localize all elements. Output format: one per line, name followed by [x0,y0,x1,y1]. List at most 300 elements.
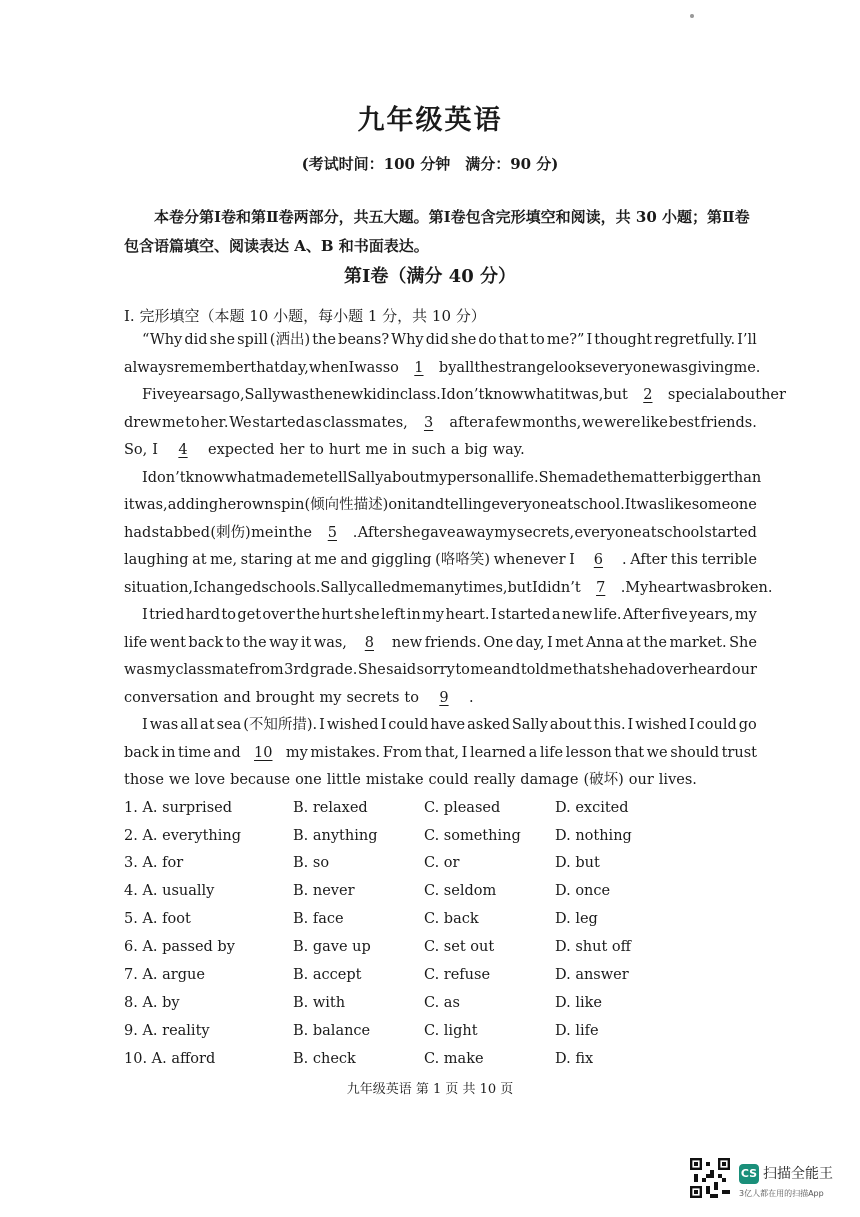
exam-instructions: 本卷分第Ⅰ卷和第Ⅱ卷两部分，共五大题。第Ⅰ卷包含完形填空和阅读，共 30 小题；第Ⅱ卷包含语篇填空、阅读表达 A、B 和书面表达。 [124,208,750,255]
word: told [520,662,550,678]
word: the [288,525,312,541]
option-choice: D. excited [555,800,629,816]
word: at [558,497,574,513]
word: about [383,470,426,486]
word: about [719,387,762,403]
word: heart. [445,607,490,623]
word: one [295,772,322,788]
word: at [296,552,311,568]
word: life. [593,607,622,623]
word: was [687,580,717,596]
word: so [382,360,399,376]
word: had [628,662,656,678]
word: trust [721,745,757,761]
option-row [124,1020,644,1042]
word: we [646,745,668,761]
word: life [539,745,564,761]
word: such [411,442,446,458]
word: her [279,442,305,458]
word: times, [462,580,508,596]
word: was [124,662,153,678]
word: called [356,580,401,596]
word: wished [635,717,687,733]
word: me?” [546,332,585,348]
word: ago, [213,387,245,403]
word: but [507,580,532,596]
word: kid [363,387,386,403]
blank-10: 10 [254,745,273,761]
word: 3rd [284,662,310,678]
word: laughing [124,552,189,568]
word: was, [570,387,604,403]
word: everyone [574,525,642,541]
option-row [124,908,644,930]
passage-line [124,769,757,791]
option-choice: C. seldom [424,883,497,899]
option-choice: C. set out [424,939,495,955]
word: . [622,552,627,568]
option-choice: B. never [293,883,355,899]
blank-7: 7 [596,580,606,596]
word: like [664,497,692,513]
option-choice: C. something [424,828,521,844]
word: me [301,470,324,486]
word: didn’t [537,580,581,596]
page-title: 九年级英语 [357,105,503,136]
word: all [180,717,199,733]
passage-line [124,412,757,434]
word: she [602,662,629,678]
option-choice: B. check [293,1051,356,1067]
word: and [417,497,445,513]
word: learned [469,745,526,761]
word: did [184,332,208,348]
exam-info: (考试时间：100 分钟 满分：90 分) [301,155,559,173]
word: started [497,607,551,623]
word: the [643,635,667,651]
word: Sally [320,580,357,596]
passage-line [124,329,757,351]
word: could [388,717,429,733]
option-choice: D. leg [555,911,598,927]
word: I [152,442,159,458]
blank-1: 1 [414,360,424,376]
word: I [142,470,148,486]
word: new [332,387,364,403]
word: a [485,415,495,431]
word: have [430,717,466,733]
option-choice: 10. A. afford [124,1051,216,1067]
passage-line [124,522,757,544]
word: everyone [491,497,559,513]
word: One [483,635,514,651]
passage-line [124,494,757,516]
word: market. [669,635,727,651]
word: it [300,635,312,651]
word: bigger [680,470,729,486]
word: what [224,470,262,486]
word: to [530,332,545,348]
option-choice: 8. A. by [124,995,180,1011]
option-choice: 4. A. usually [124,883,215,899]
option-row [124,825,644,847]
word: looks [554,360,593,376]
word: that [498,332,529,348]
word: the [474,360,499,376]
word: to [309,442,324,458]
word: was [659,360,689,376]
word: I [688,717,695,733]
word: the [296,607,320,623]
word: me [314,552,337,568]
word: hurt [321,607,353,623]
word: at [626,635,641,651]
word: Five [142,387,174,403]
word: Anna [585,635,624,651]
word: classmate [175,662,249,678]
word: I [586,332,593,348]
word: grade. [310,662,358,678]
passage-line [124,549,757,571]
word: this [670,552,698,568]
word: After [630,552,668,568]
scanner-name: 扫描全能王 [763,1166,833,1182]
passage-line [124,659,757,681]
word: friends. [700,415,757,431]
word: me [251,525,274,541]
word: she [354,607,380,623]
word: She [729,635,757,651]
blank-2: 2 [643,387,653,403]
word: “Why [142,332,183,348]
word: I [490,607,497,623]
word: always [124,360,174,376]
option-choice: B. balance [293,1023,371,1039]
word: day, [280,360,309,376]
word: back [188,635,224,651]
word: was, [313,635,347,651]
word: was, [134,497,168,513]
word: my [152,662,175,678]
word: to [404,690,419,706]
word: I [348,360,355,376]
word: about [549,717,592,733]
word: could [696,717,737,733]
word: asked [467,717,510,733]
word: personal [447,470,511,486]
qr-code-icon [690,1158,730,1198]
word: she [395,525,421,541]
word: don’t [147,470,186,486]
word: adding [167,497,219,513]
word: in [273,525,288,541]
passage-line [124,357,761,379]
word: she [209,332,235,348]
option-row [124,797,644,819]
blank-8: 8 [364,635,374,651]
word: it [406,497,417,513]
word: her [761,387,786,403]
option-choice: C. as [424,995,460,1011]
word: thought [594,332,652,348]
word: life [124,635,148,651]
option-choice: B. face [293,911,344,927]
word: and [340,552,368,568]
word: Sally [511,717,548,733]
word: my [319,690,342,706]
word: her. [200,415,229,431]
word: situation, [124,580,194,596]
section-title: 第Ⅰ卷（满分 40 分） [343,266,516,287]
word: said [386,662,417,678]
word: it [124,497,135,513]
option-choice: D. fix [555,1051,594,1067]
word: lesson [565,745,612,761]
word: sorry [416,662,455,678]
word: Why [391,332,424,348]
word: those [124,772,164,788]
option-choice: D. shut off [555,939,631,955]
word: the [312,332,336,348]
word: me, [210,552,238,568]
word: years, [689,607,734,623]
word: to [185,415,200,431]
option-choice: D. answer [555,967,629,983]
word: After [622,607,660,623]
word: really [473,772,516,788]
word: sea [216,717,242,733]
word: whenever [493,552,566,568]
word: me [365,442,388,458]
word: conversation [124,690,219,706]
option-choice: C. light [424,1023,478,1039]
option-row [124,992,644,1014]
word: I [531,580,538,596]
word: at [192,552,207,568]
word: I [461,745,468,761]
word: she [450,332,477,348]
word: to [225,635,241,651]
word: was [354,360,383,376]
option-choice: 3. A. for [124,855,184,871]
word: in [385,387,400,403]
word: class. [399,387,441,403]
word: at [642,525,657,541]
word: overheard [656,662,732,678]
word: did [425,332,449,348]
word: was [636,497,665,513]
word: special [667,387,720,403]
word: this. [593,717,626,733]
option-row [124,936,644,958]
word: months, [522,415,582,431]
scan-speck [690,14,694,18]
option-choice: B. relaxed [293,800,368,816]
word: hurt [328,442,361,458]
word: spin [273,497,305,513]
word: stabbed [151,525,210,541]
option-choice: D. nothing [555,828,632,844]
word: the [242,635,267,651]
word: big [464,442,488,458]
word: hard [185,607,220,623]
word: I [193,580,199,596]
word: after [449,415,485,431]
word: secrets, [516,525,575,541]
word: My [625,580,649,596]
passage-line [124,439,757,461]
word: in [392,442,407,458]
word: I [319,717,325,733]
word: was [280,387,310,403]
word: made [261,470,302,486]
word: left [380,607,406,623]
option-choice: 5. A. foot [124,911,191,927]
word: like [641,415,668,431]
word: little [326,772,361,788]
word: as [305,415,322,431]
word: secrets [346,690,400,706]
word: tried [149,607,185,623]
word: . [620,580,626,596]
word: my [734,607,757,623]
word: in [161,745,176,761]
option-choice: C. refuse [424,967,491,983]
word: my [494,525,517,541]
word: could [428,772,469,788]
word: had [124,525,152,541]
word: the [606,470,631,486]
word: (破坏) [583,772,624,788]
option-choice: B. accept [293,967,362,983]
word: After [357,525,395,541]
word: do [478,332,497,348]
word: From [382,745,423,761]
word: tell [323,470,348,486]
word: her [218,497,244,513]
option-choice: 6. A. passed by [124,939,235,955]
word: way. [492,442,525,458]
word: drew [124,415,162,431]
word: was [149,717,179,733]
word: classmates, [322,415,408,431]
word: best [668,415,700,431]
word: should [670,745,720,761]
word: and [223,690,251,706]
blank-6: 6 [593,552,604,568]
word: a [528,745,538,761]
option-choice: B. so [293,855,330,871]
word: a [450,442,460,458]
word: damage [520,772,579,788]
word: Sally [347,470,384,486]
word: made [566,470,607,486]
word: telling [444,497,492,513]
word: don’t [446,387,485,403]
option-choice: 1. A. surprised [124,800,232,816]
passage-line [124,467,762,489]
word: way [269,635,299,651]
word: and [493,662,521,678]
word: went [149,635,186,651]
option-choice: C. make [424,1051,484,1067]
word: It [624,497,637,513]
word: expected [208,442,275,458]
word: brought [255,690,315,706]
word: to [455,662,470,678]
word: day, [515,635,545,651]
word: love [194,772,226,788]
word: strange [498,360,555,376]
scanner-logo: CS [739,1164,759,1184]
word: away [455,525,494,541]
word: beans? [338,332,390,348]
word: remember [173,360,251,376]
passage-line [124,604,757,626]
word: We [229,415,252,431]
option-choice: B. with [293,995,346,1011]
option-choice: D. once [555,883,611,899]
word: I [380,717,387,733]
option-row [124,852,644,874]
option-choice: 2. A. everything [124,828,242,844]
blank-4: 4 [178,442,188,458]
word: started [252,415,305,431]
word: me. [733,360,761,376]
word: we [168,772,190,788]
word: from [248,662,284,678]
word: my [285,745,308,761]
word: life. [510,470,539,486]
option-choice: C. pleased [424,800,501,816]
option-choice: B. anything [293,828,378,844]
option-row [124,1048,644,1070]
word: (刺伤) [210,525,251,541]
word: I [142,717,148,733]
option-row [124,880,644,902]
word: someone [691,497,757,513]
passage-line [124,742,757,764]
word: giggling [371,552,432,568]
word: in [406,607,421,623]
word: go [738,717,757,733]
word: gave [420,525,456,541]
word: everyone [592,360,660,376]
scanner-tagline: 3亿人都在用的扫描App [739,1189,824,1198]
word: Sally [244,387,281,403]
option-row [124,964,644,986]
word: changed [198,580,262,596]
word: regretfully. [654,332,736,348]
passage-line [124,632,757,654]
option-choice: C. back [424,911,479,927]
word: (不知所措). [243,717,318,733]
word: I [440,387,447,403]
option-choice: D. but [555,855,600,871]
word: my [425,470,448,486]
passage-line [124,687,757,709]
blank-5: 5 [327,525,337,541]
part-heading: I. 完形填空（本题 10 小题，每小题 1 分，共 10 分） [124,307,486,325]
passage-line [124,577,773,599]
blank-9: 9 [439,690,449,706]
option-choice: 7. A. argue [124,967,205,983]
word: I [627,717,634,733]
page-footer: 九年级英语 第 1 页 共 10 页 [346,1082,514,1097]
word: that [572,662,603,678]
word: me [470,662,493,678]
option-choice: D. like [555,995,602,1011]
